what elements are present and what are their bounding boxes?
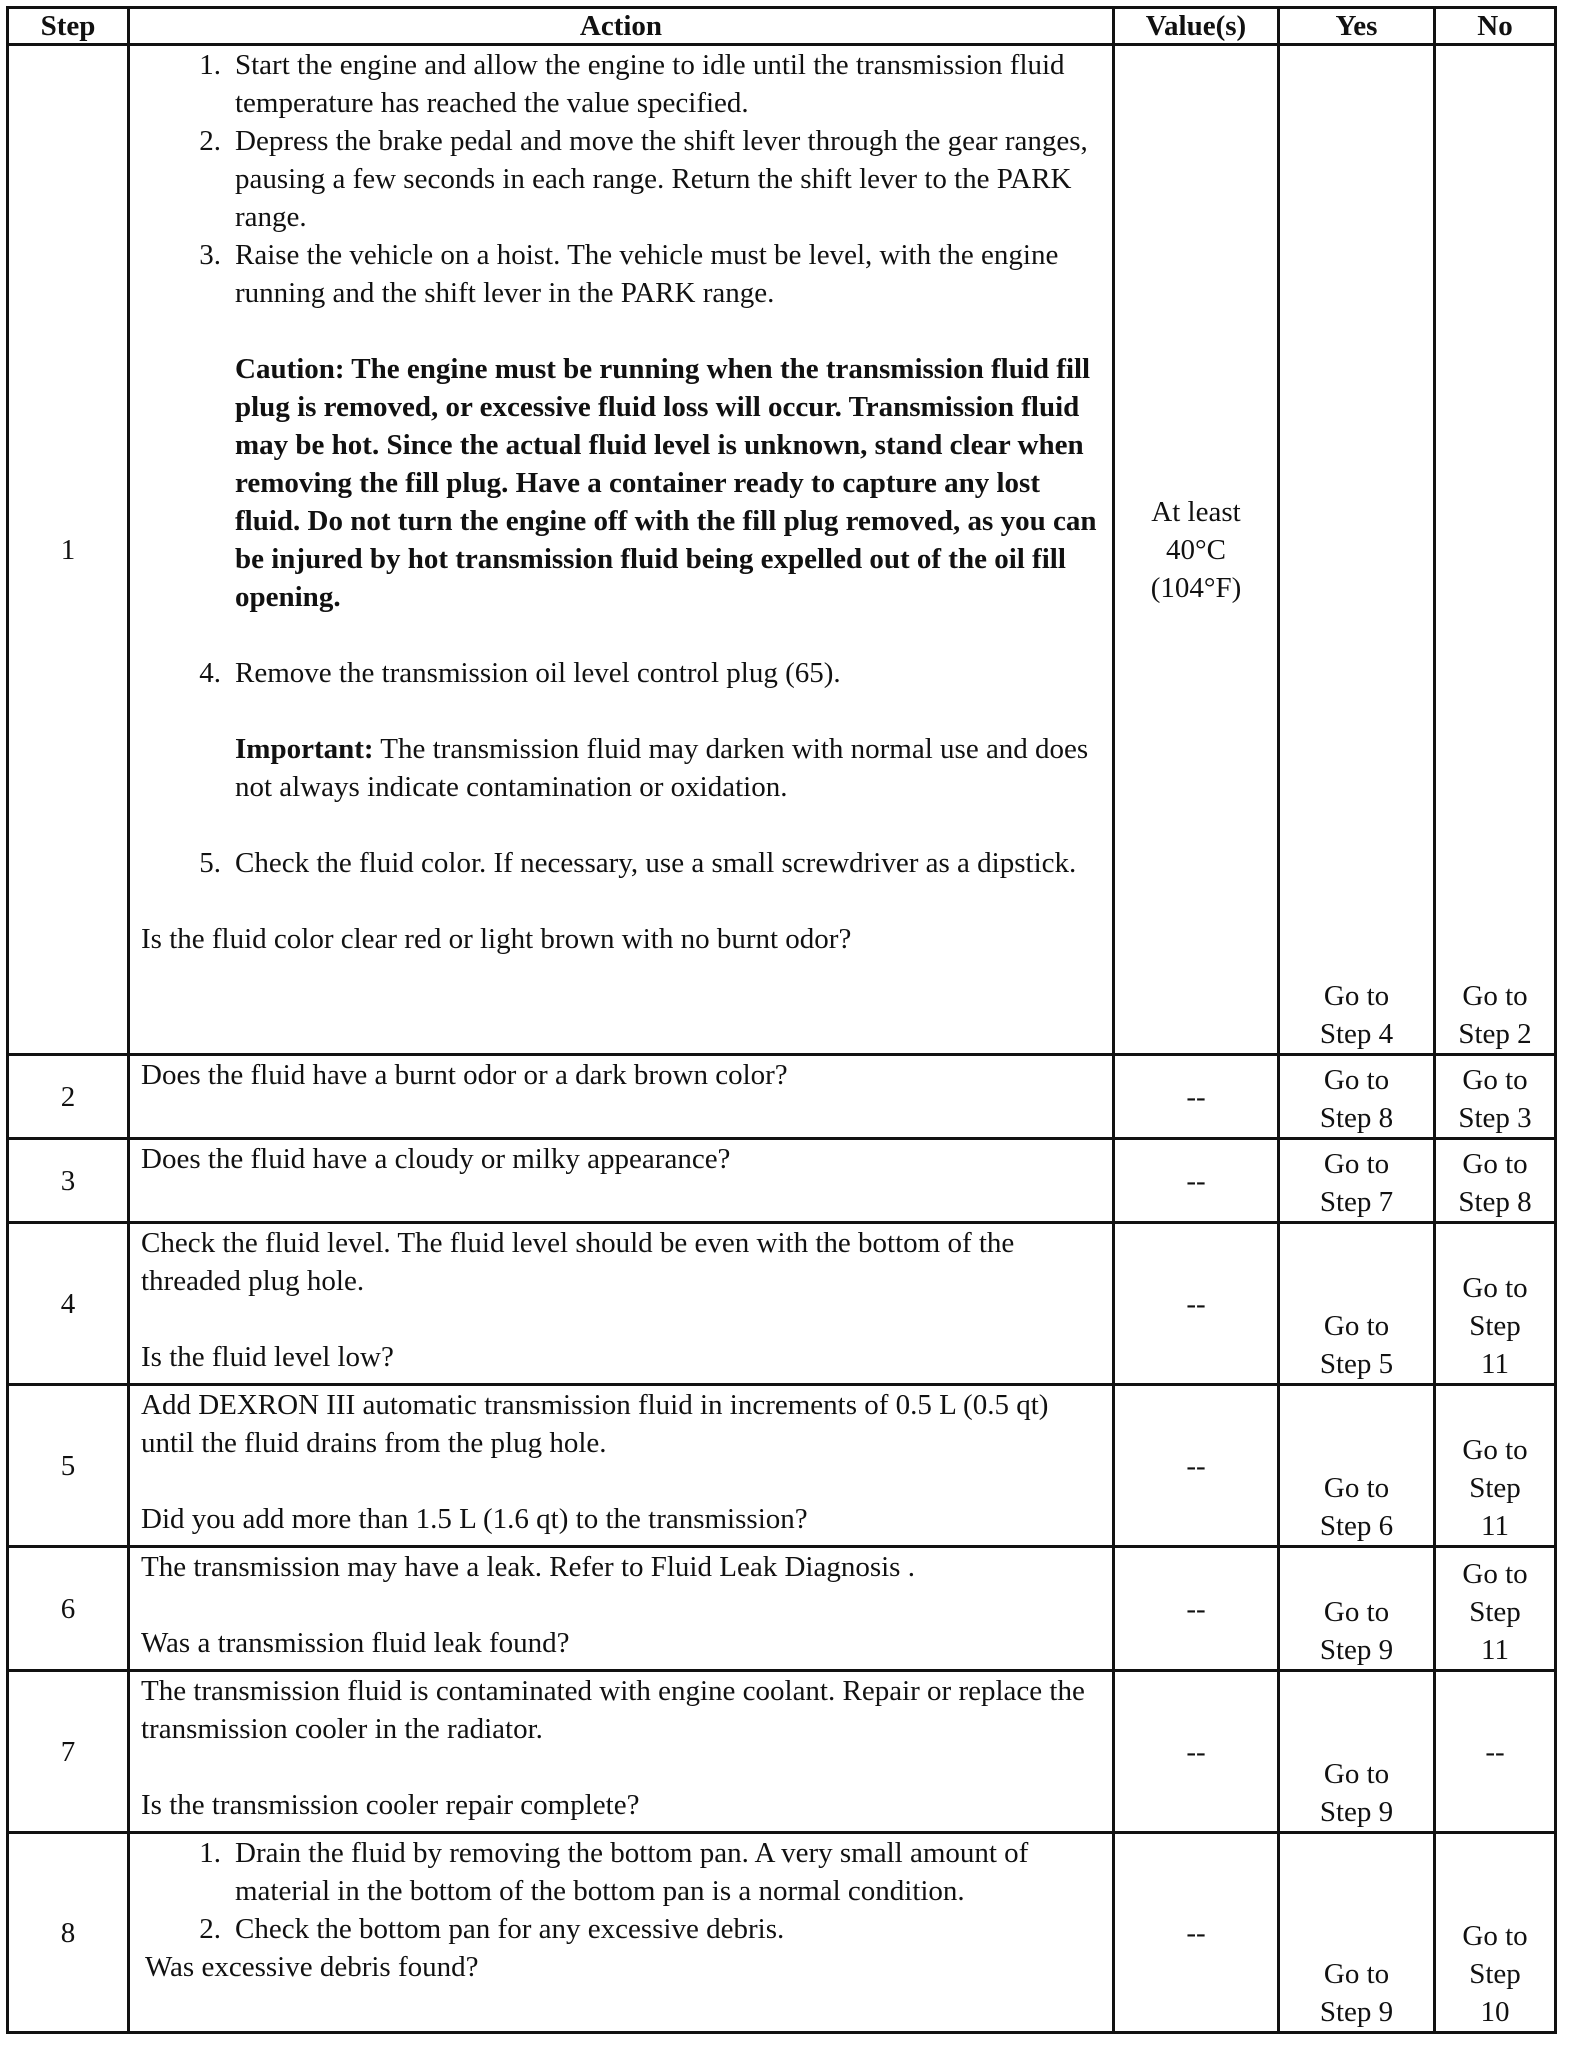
step-number: 7 <box>8 1671 129 1833</box>
yes-cell: Go to Step 9 <box>1279 1671 1435 1833</box>
header-no: No <box>1435 8 1556 45</box>
yes-cell: Go to Step 6 <box>1279 1385 1435 1547</box>
value-cell: At least 40°C (104°F) <box>1114 45 1279 1055</box>
list-item: 2. Check the bottom pan for any excessive debris. <box>199 1913 785 1945</box>
action-cell <box>129 45 1114 1055</box>
value-cell: -- <box>1114 1385 1279 1547</box>
table-row <box>8 1139 1556 1223</box>
header-action: Action <box>129 8 1114 45</box>
header-step: Step <box>8 8 129 45</box>
no-cell: Go to Step 8 <box>1435 1139 1556 1223</box>
no-cell: Go to Step 2 <box>1435 45 1556 1055</box>
step-number: 4 <box>8 1223 129 1385</box>
value-cell: -- <box>1114 1139 1279 1223</box>
question: Was excessive debris found? <box>145 1951 479 1983</box>
value-cell: -- <box>1114 1671 1279 1833</box>
step-number: 6 <box>8 1547 129 1671</box>
table-row <box>8 45 1556 1055</box>
question: Is the fluid level low? <box>141 1341 394 1373</box>
diagnostic-table <box>6 6 1557 2034</box>
table-row <box>8 1385 1556 1547</box>
question: Is the fluid color clear red or light brown with no burnt odor? <box>141 923 852 955</box>
no-cell: Go to Step 11 <box>1435 1223 1556 1385</box>
header-values: Value(s) <box>1114 8 1279 45</box>
question: Was a transmission fluid leak found? <box>141 1627 570 1659</box>
no-cell: -- <box>1435 1671 1556 1833</box>
important-note: Important: The transmission fluid may darken with normal use and does not always indicate contamination or oxidation. <box>235 733 1089 803</box>
action-cell <box>129 1833 1114 2033</box>
yes-cell: Go to Step 9 <box>1279 1547 1435 1671</box>
list-item: 1. Drain the fluid by removing the bottom pan. A very small amount of material in the bottom of the bottom pan is a normal condition. <box>199 1837 1029 1907</box>
list-item: 1. Start the engine and allow the engine to idle until the transmission fluid temperature has reached the value specified. <box>199 49 1065 119</box>
yes-cell: Go to Step 5 <box>1279 1223 1435 1385</box>
action-cell: The transmission fluid is contaminated with engine coolant. Repair or replace the transmission cooler in the radiator. Is the transmission cooler repair complete? <box>129 1671 1114 1833</box>
question: Did you add more than 1.5 L (1.6 qt) to the transmission? <box>141 1503 808 1535</box>
no-cell: Go to Step 10 <box>1435 1833 1556 2033</box>
table-row <box>8 1055 1556 1139</box>
step-number: 5 <box>8 1385 129 1547</box>
no-cell: Go to Step 11 <box>1435 1385 1556 1547</box>
action-cell: Check the fluid level. The fluid level should be even with the bottom of the threaded plug hole. Is the fluid level low? <box>129 1223 1114 1385</box>
caution-note: Caution: The engine must be running when the transmission fluid fill plug is removed, or excessive fluid loss will occur. Transmission fluid may be hot. Since the actual fluid level is unknown, stand clear when removing the fill plug. Have a container ready to capture any lost fluid. Do not turn the engine off with the fill plug removed, as you can be injured by hot transmission fluid being expelled out of the oil fill opening. <box>235 353 1097 613</box>
step-number: 1 <box>8 45 129 1055</box>
table-row <box>8 1547 1556 1671</box>
action-cell: Does the fluid have a burnt odor or a dark brown color? <box>129 1055 1114 1139</box>
action-cell: The transmission may have a leak. Refer to Fluid Leak Diagnosis . Was a transmission fluid leak found? <box>129 1547 1114 1671</box>
question: Is the transmission cooler repair complete? <box>141 1789 640 1821</box>
no-cell: Go to Step 3 <box>1435 1055 1556 1139</box>
no-cell: Go to Step 11 <box>1435 1547 1556 1671</box>
value-cell: -- <box>1114 1223 1279 1385</box>
list-item: 5. Check the fluid color. If necessary, use a small screwdriver as a dipstick. <box>199 847 1077 879</box>
value-cell: -- <box>1114 1833 1279 2033</box>
action-cell: Add DEXRON III automatic transmission fluid in increments of 0.5 L (0.5 qt) until the fluid drains from the plug hole. Did you add more than 1.5 L (1.6 qt) to the transmission? <box>129 1385 1114 1547</box>
step-number: 3 <box>8 1139 129 1223</box>
table-row <box>8 1833 1556 2033</box>
yes-cell: Go to Step 9 <box>1279 1833 1435 2033</box>
step-number: 2 <box>8 1055 129 1139</box>
action-cell: Does the fluid have a cloudy or milky appearance? <box>129 1139 1114 1223</box>
step-number: 8 <box>8 1833 129 2033</box>
yes-cell: Go to Step 4 <box>1279 45 1435 1055</box>
header-row <box>8 8 1556 45</box>
header-yes: Yes <box>1279 8 1435 45</box>
yes-cell: Go to Step 8 <box>1279 1055 1435 1139</box>
list-item: 2. Depress the brake pedal and move the shift lever through the gear ranges, pausing a few seconds in each range. Return the shift lever to the PARK range. <box>199 125 1088 233</box>
table-row <box>8 1223 1556 1385</box>
list-item: 4. Remove the transmission oil level control plug (65). <box>199 657 841 689</box>
value-cell: -- <box>1114 1055 1279 1139</box>
yes-cell: Go to Step 7 <box>1279 1139 1435 1223</box>
value-cell: -- <box>1114 1547 1279 1671</box>
list-item: 3. Raise the vehicle on a hoist. The vehicle must be level, with the engine running and the shift lever in the PARK range. <box>199 239 1059 309</box>
table-row <box>8 1671 1556 1833</box>
